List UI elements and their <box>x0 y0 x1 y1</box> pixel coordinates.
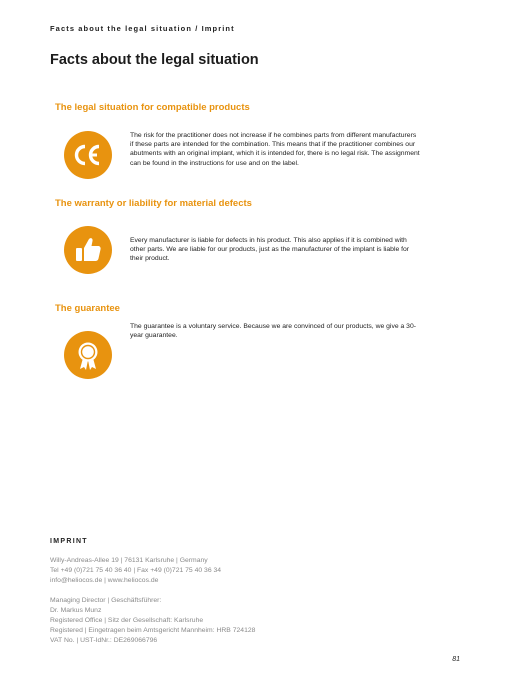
section-text-guarantee: The guarantee is a voluntary service. Because we are convinced of our products, we give a 30-year guarantee. <box>130 323 417 340</box>
imprint-company-line: Registered Office | Sitz der Gesellschaft: Karlsruhe <box>50 617 204 624</box>
thumbs-up-icon <box>64 226 112 274</box>
section-heading-warranty: The warranty or liability for material defects <box>55 198 252 209</box>
imprint-company-line: Dr. Markus Munz <box>50 607 102 614</box>
imprint-company-line: VAT No. | UST-IdNr.: DE269066796 <box>50 637 158 644</box>
section-text-legal-situation: The risk for the practitioner does not increase if he combines parts from different manufacturers if these parts are intended for the combination. This means that if the practitioner combines our abutments with an original implant, which it is intended for, there is no legal risk. The assignment can be found in the instructions for use and on the label. <box>130 132 420 167</box>
imprint-web-line: info@heliocos.de | www.heliocos.de <box>50 577 159 584</box>
imprint-company-line: Registered | Eingetragen beim Amtsgericht Mannheim: HRB 724128 <box>50 627 256 634</box>
ce-mark-icon <box>64 131 112 179</box>
imprint-address <box>50 556 221 586</box>
imprint-title: IMPRINT <box>50 538 88 545</box>
page-number: 81 <box>452 656 460 663</box>
imprint-address-line: Willy-Andreas-Allee 19 | 76131 Karlsruhe | Germany <box>50 557 208 564</box>
imprint-contact-line: Tel +49 (0)721 75 40 36 40 | Fax +49 (0)721 75 40 36 34 <box>50 567 222 574</box>
imprint-company <box>50 596 255 646</box>
section-heading-guarantee: The guarantee <box>55 303 120 314</box>
imprint-company-line: Managing Director | Geschäftsführer: <box>50 597 162 604</box>
section-heading-legal-situation: The legal situation for compatible products <box>55 102 250 113</box>
page-header-breadcrumb: Facts about the legal situation / Imprint <box>50 24 235 33</box>
section-text-warranty: Every manufacturer is liable for defects in his product. This also applies if it is combined with other parts. We are liable for our products, just as the manufacturer of the implant is liable for their product. <box>130 237 410 263</box>
award-badge-icon <box>64 331 112 379</box>
page-title: Facts about the legal situation <box>50 52 259 68</box>
